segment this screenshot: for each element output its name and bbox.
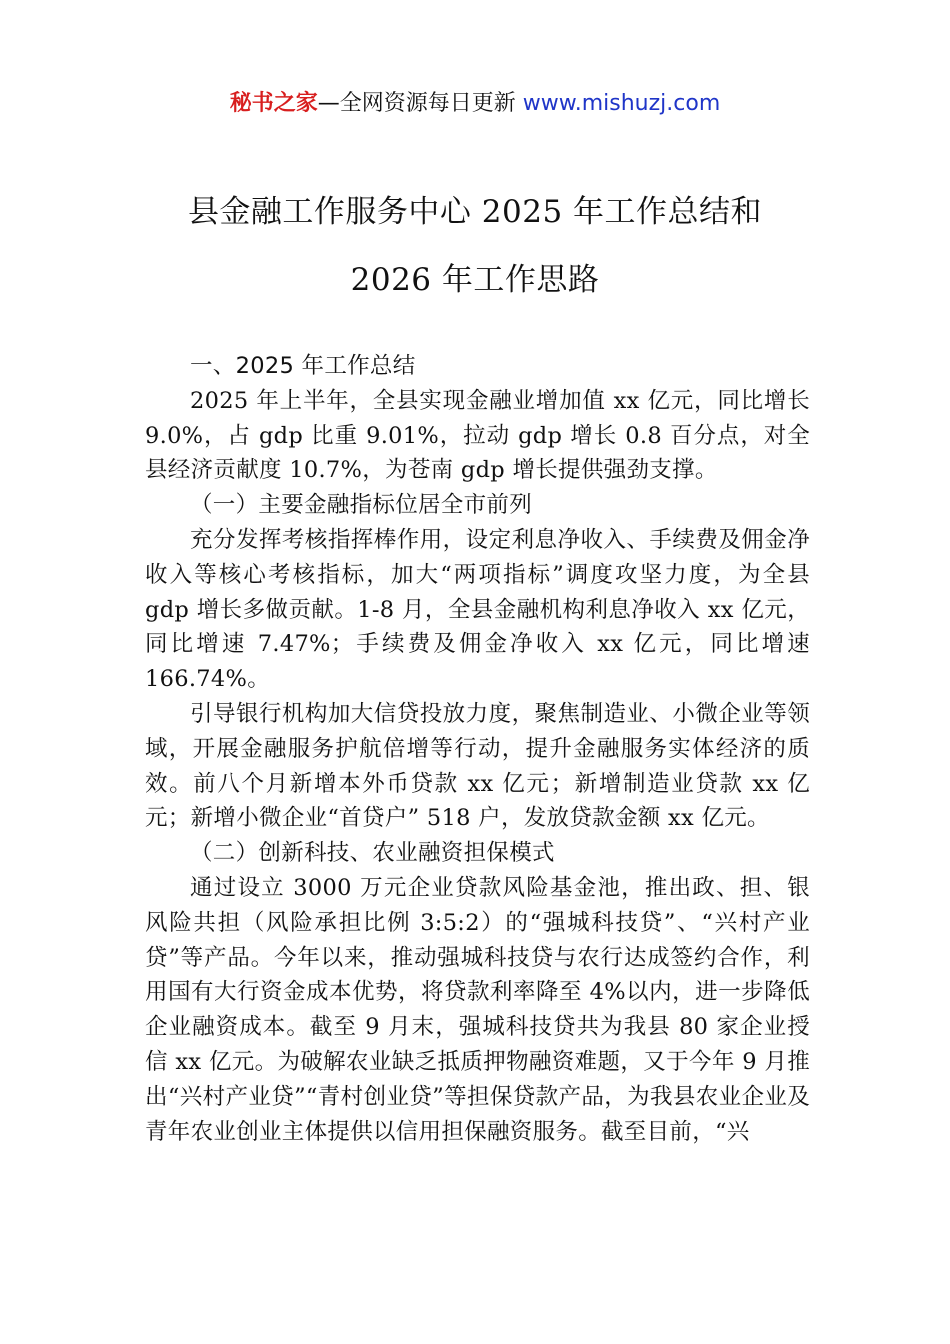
paragraph: 引导银行机构加大信贷投放力度，聚焦制造业、小微企业等领域，开展金融服务护航倍增等行动，提升金融服务实体经济的质效。前八个月新增本外币贷款 xx 亿元；新增制造业贷款 xx 亿元；新增小微企业“首贷户” 518 户，发放贷款金额 xx 亿元。 xyxy=(145,700,810,832)
paragraph: 通过设立 3000 万元企业贷款风险基金池，推出政、担、银风险共担（风险承担比例 3:5:2）的“强城科技贷”、“兴村产业贷”等产品。今年以来，推动强城科技贷与农行达成签约合作，利用国有大行资金成本优势，将贷款利率降至 4%以内，进一步降低企业融资成本。截至 9 月末，强城科技贷共为我县 80 家企业授信 xx 亿元。为破解农业缺乏抵质押物融资难题，又于今年 9 月推出“兴村产业贷”“青村创业贷”等担保贷款产品，为我县农业企业及青年农业创业主体提供以信用担保融资服务。截至目前，“兴 xyxy=(145,874,810,1145)
site-brand: 秘书之家 xyxy=(229,91,318,116)
paragraph: 2025 年上半年，全县实现金融业增加值 xx 亿元，同比增长 9.0%，占 gdp 比重 9.01%，拉动 gdp 增长 0.8 百分点，对全县经济贡献度 10.7%，为苍南 gdp 增长提供强劲支撑。 xyxy=(145,387,810,484)
subsection-heading: （一）主要金融指标位居全市前列 xyxy=(190,492,533,519)
paragraph: 充分发挥考核指挥棒作用，设定利息净收入、手续费及佣金净收入等核心考核指标，加大“两项指标”调度攻坚力度，为全县 gdp 增长多做贡献。1-8 月，全县金融机构利息净收入 xx 亿元，同比增速 7.47%；手续费及佣金净收入 xx 亿元，同比增速 166.74%。 xyxy=(145,526,810,693)
document-title-line-1: 县金融工作服务中心 2025 年工作总结和 xyxy=(187,194,763,230)
site-header xyxy=(0,88,950,120)
site-tagline: —全网资源每日更新 xyxy=(317,91,523,116)
subsection-heading: （二）创新科技、农业融资担保模式 xyxy=(190,840,555,867)
document-title-line-2: 2026 年工作思路 xyxy=(350,262,600,298)
site-url-link[interactable]: www.mishuzj.com xyxy=(522,91,721,116)
document-body xyxy=(145,349,810,1149)
section-heading: 一、2025 年工作总结 xyxy=(190,353,416,379)
